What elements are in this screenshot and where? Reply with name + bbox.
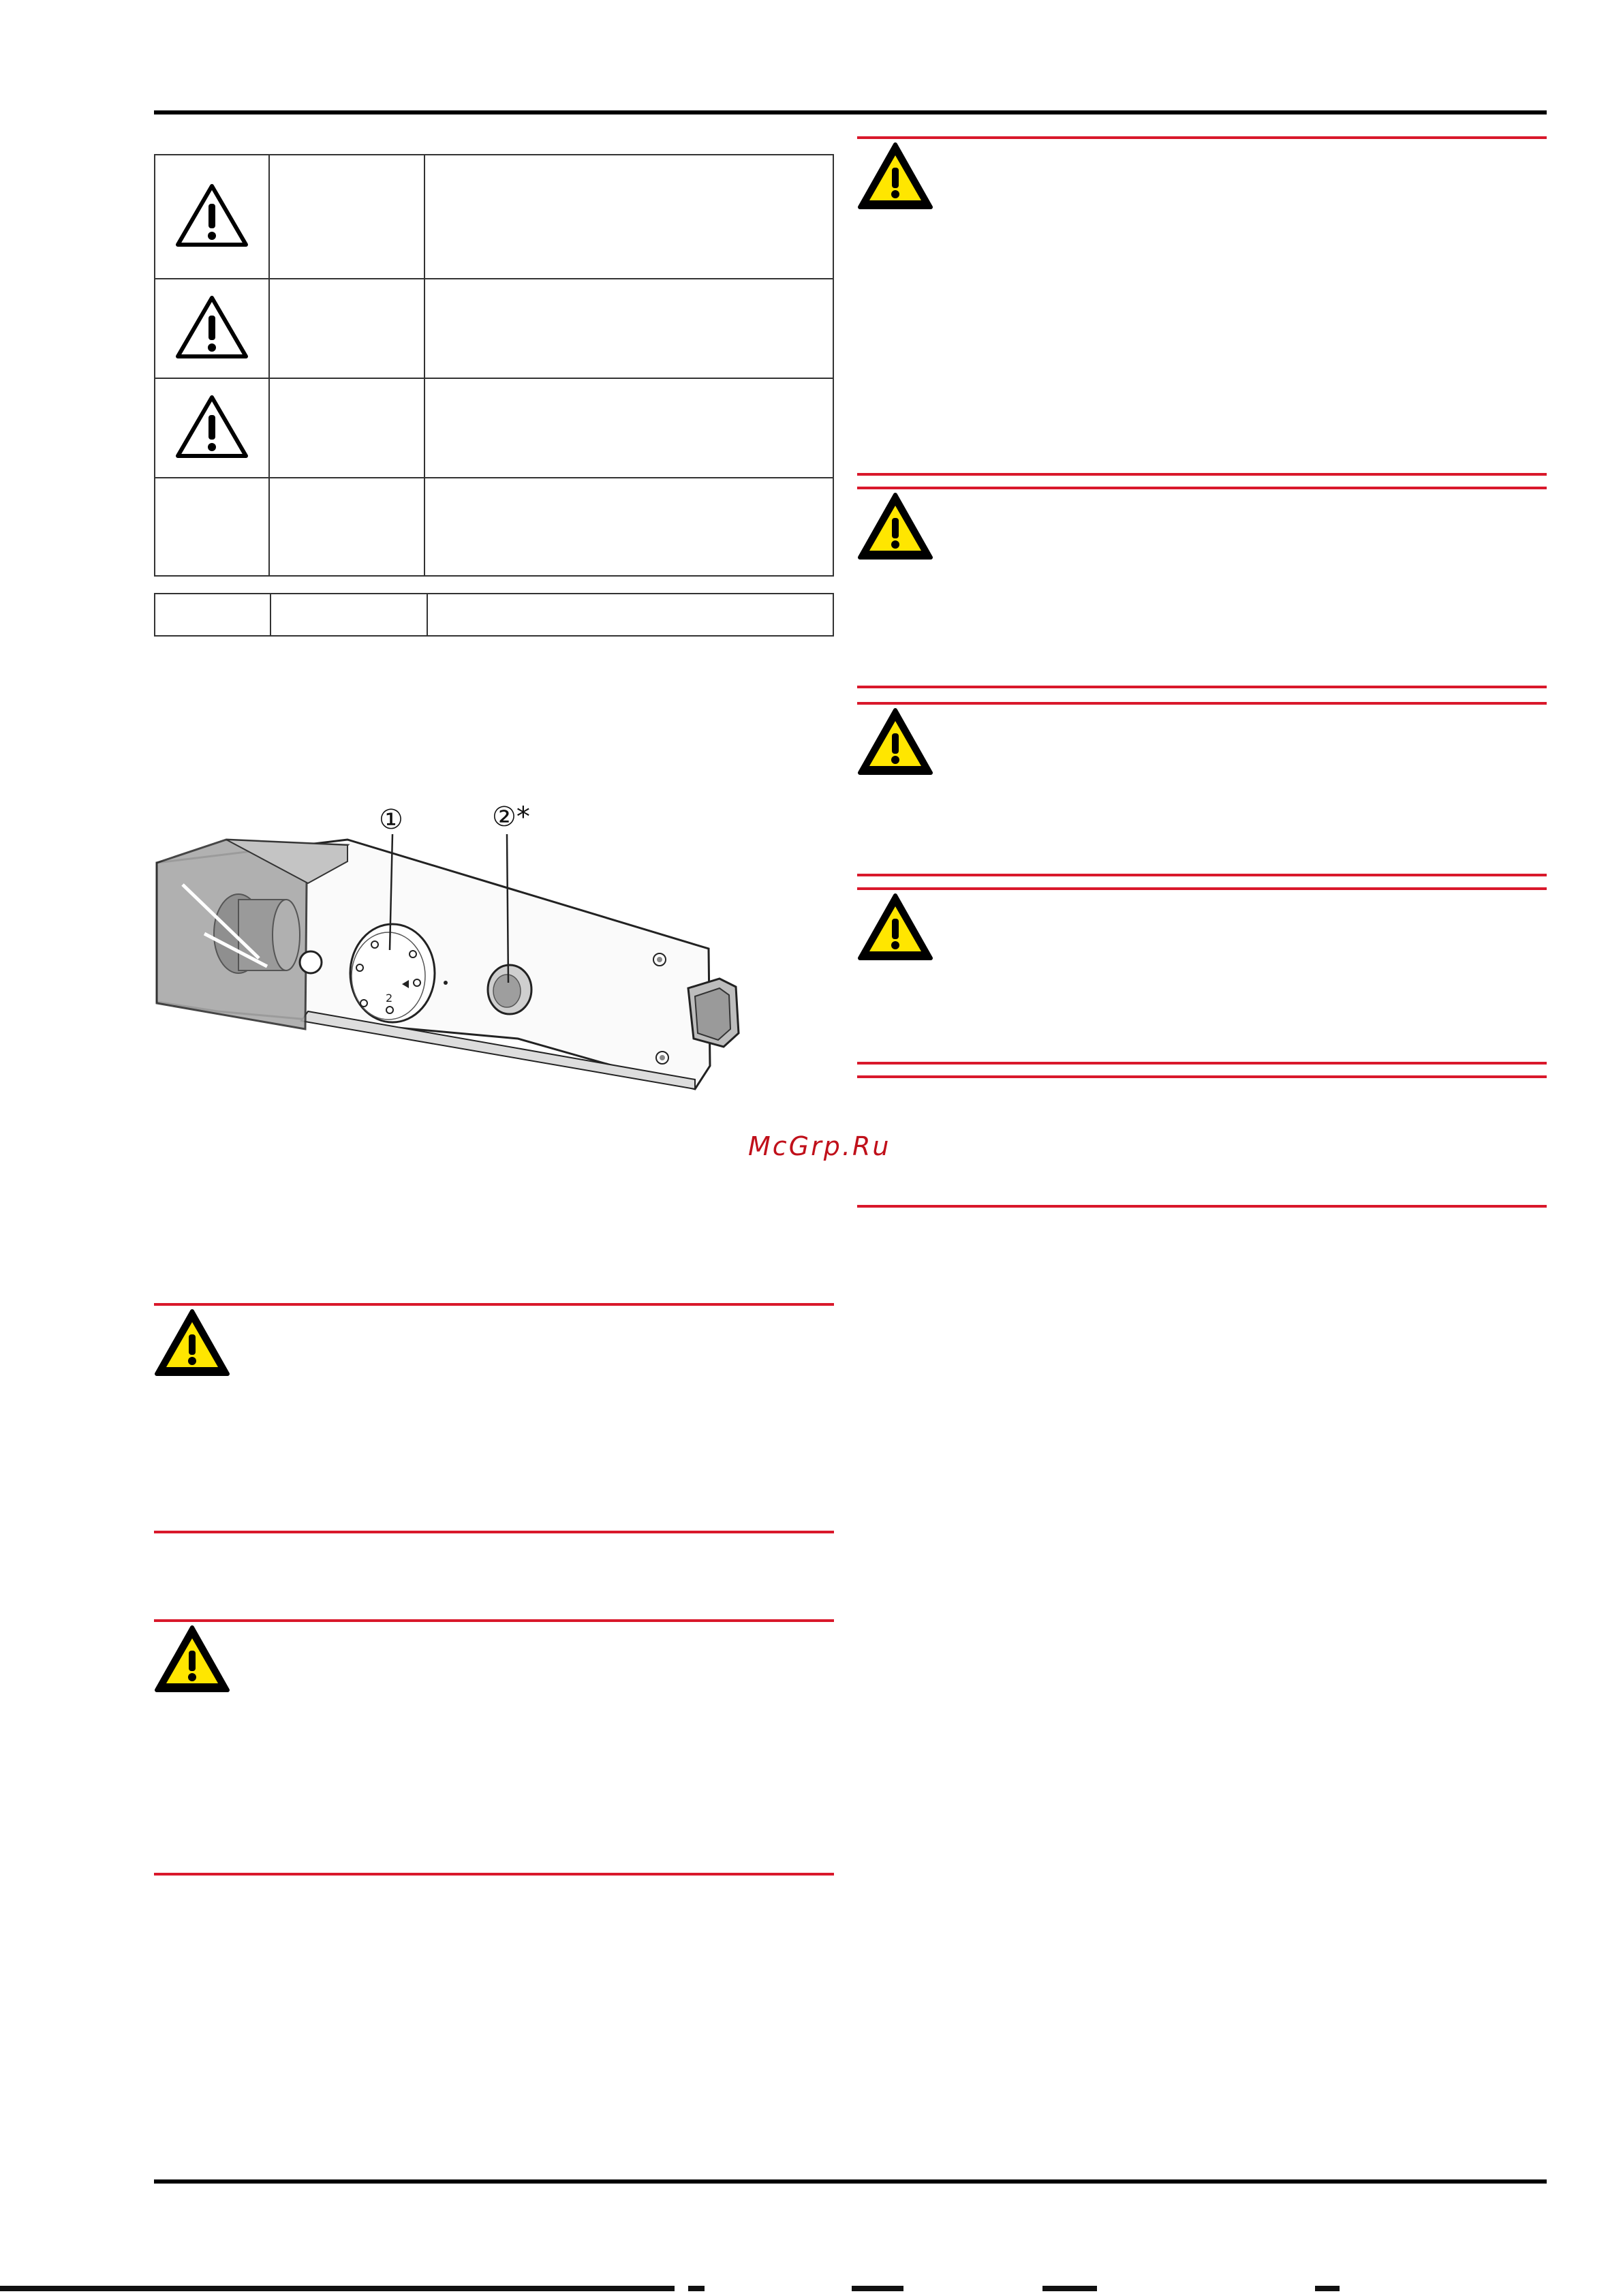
thermostat-dial[interactable] [350, 924, 435, 1022]
bottom-edge-strip [852, 2286, 903, 2291]
note-box-top-rule [857, 1075, 1547, 1078]
warning-outline-icon [174, 393, 250, 460]
bottom-edge-strip [1315, 2286, 1340, 2291]
legend-term-cell [269, 155, 424, 279]
header-rule [154, 110, 1547, 114]
legend-icon-cell [155, 378, 269, 478]
legend-desc-cell [424, 155, 833, 279]
svg-text:2: 2 [386, 992, 393, 1005]
legend-desc-cell [427, 594, 833, 636]
warning-box-top-rule [857, 487, 1547, 489]
bottom-edge-strip [1042, 2286, 1097, 2291]
legend-term-cell [269, 279, 424, 378]
warning-box-bottom-rule [857, 1062, 1547, 1065]
warning-yellow-icon [857, 492, 933, 562]
legend-row [155, 478, 833, 576]
indicator-light [488, 965, 531, 1014]
hazard-legend-table [154, 154, 834, 577]
legend-term-cell [269, 378, 424, 478]
control-panel-figure [150, 804, 749, 1104]
legend-desc-cell [424, 279, 833, 378]
figure-callout-2: ②* [492, 801, 530, 833]
warning-box-bottom-rule [154, 1531, 834, 1533]
legend-desc-cell [424, 378, 833, 478]
legend-icon-cell [155, 594, 270, 636]
warning-box-top-rule [154, 1619, 834, 1622]
warning-box-bottom-rule [857, 686, 1547, 688]
legend-desc-cell [424, 478, 833, 576]
legend-row [155, 378, 833, 478]
bottom-edge-strip [0, 2286, 675, 2291]
legend-term-cell [270, 594, 427, 636]
legend-row [155, 594, 833, 636]
warning-box-bottom-rule [857, 874, 1547, 876]
legend-icon-cell [155, 279, 269, 378]
watermark: McGrp.Ru [748, 1131, 891, 1161]
legend-icon-cell [155, 155, 269, 279]
legend-extra-table [154, 593, 834, 637]
warning-box-top-rule [857, 136, 1547, 139]
warning-outline-icon [174, 182, 250, 249]
warning-yellow-icon [154, 1308, 230, 1378]
warning-box-bottom-rule [857, 473, 1547, 476]
warning-yellow-icon [857, 707, 933, 777]
note-box-bottom-rule [857, 1205, 1547, 1208]
warning-outline-icon [174, 294, 250, 361]
bottom-edge-strip [688, 2286, 705, 2291]
warning-yellow-icon [154, 1625, 230, 1694]
warning-yellow-icon [857, 142, 933, 211]
warning-box-bottom-rule [154, 1873, 834, 1876]
legend-term-cell [269, 478, 424, 576]
legend-row [155, 155, 833, 279]
warning-yellow-icon [857, 893, 933, 962]
legend-row [155, 279, 833, 378]
warning-box-top-rule [857, 887, 1547, 890]
figure-callout-1: ① [379, 804, 403, 836]
footer-rule [154, 2179, 1547, 2184]
warning-box-top-rule [154, 1303, 834, 1306]
legend-icon-cell [155, 478, 269, 576]
warning-box-top-rule [857, 702, 1547, 705]
